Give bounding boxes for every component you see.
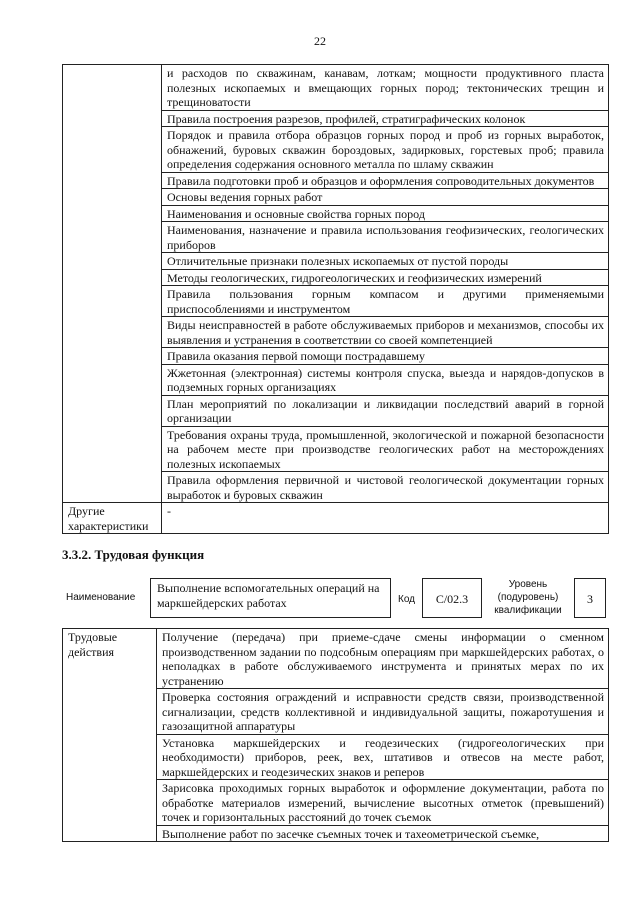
- table-cell: Зарисовка проходимых горных выработок и оформление документации, работа по обработке материалов измерений, вычисление высотных отметок (превышений) точек и горизонтальных расстояний до точек съемок: [157, 780, 609, 826]
- qualification-level-box: 3: [574, 578, 606, 618]
- table-row: [63, 629, 609, 689]
- table-cell: Методы геологических, гидрогеологических и геофизических измерений: [162, 269, 609, 286]
- table-row: [63, 65, 609, 111]
- table-cell: Наименования, назначение и правила использования геофизических, геологических приборов: [162, 222, 609, 253]
- page-number: 22: [314, 34, 326, 48]
- table-left-cell-blank: [63, 65, 162, 503]
- table-cell: Правила подготовки проб и образцов и оформления сопроводительных документов: [162, 172, 609, 189]
- table-cell: и расходов по скважинам, канавам, лоткам; мощности продуктивного пласта полезных ископаемых и вмещающих горных пород; тектонических трещин и трещиноватости: [162, 65, 609, 111]
- table-cell: Правила оформления первичной и чистовой геологической документации горных выработок и буровых скважин: [162, 472, 609, 503]
- table-cell: Наименования и основные свойства горных пород: [162, 205, 609, 222]
- table-cell: Правила оказания первой помощи пострадавшему: [162, 348, 609, 365]
- table-cell: Виды неисправностей в работе обслуживаемых приборов и механизмов, способы их выявления и устранения в соответствии со своей компетенцией: [162, 317, 609, 348]
- name-label: Наименование: [66, 592, 136, 603]
- table-cell: Жжетонная (электронная) системы контроля спуска, выезда и нарядов-допусков в подземных горных организациях: [162, 364, 609, 395]
- table-row: [63, 503, 609, 534]
- table-cell: Порядок и правила отбора образцов горных пород и проб из горных выработок, обнажений, буровых скважин бороздовых, задирковых, горстевых проб; правила определения содержания основного металла по шламу скважин: [162, 127, 609, 173]
- table-cell: План мероприятий по локализации и ликвидации последствий аварий в горной организации: [162, 395, 609, 426]
- knowledge-table: [62, 64, 609, 534]
- table-cell: Отличительные признаки полезных ископаемых от пустой породы: [162, 253, 609, 270]
- labor-actions-label: Трудовые действия: [63, 629, 157, 842]
- table-cell: Установка маркшейдерских и геодезических (гидрогеологических при необходимости) приборов, реек, вех, штативов и отвесов на месте работ, маркшейдерских и геодезических знаков и реперов: [157, 734, 609, 780]
- table-cell: Проверка состояния ограждений и исправности средств связи, производственной сигнализации, средств коллективной и индивидуальной защиты, пожаротушения и газозащитной аппаратуры: [157, 689, 609, 735]
- table-cell: Правила пользования горным компасом и другими применяемыми приспособлениями и инструментом: [162, 286, 609, 317]
- code-label: Код: [398, 594, 416, 605]
- table-cell: Выполнение работ по засечке съемных точек и тахеометрической съемке,: [157, 825, 609, 842]
- table-cell: Требования охраны труда, промышленной, экологической и пожарной безопасности на рабочем месте при производстве геологических работ на месторождениях полезных ископаемых: [162, 426, 609, 472]
- qualification-level-label: Уровень (подуровень) квалификации: [494, 579, 562, 616]
- other-characteristics-value: -: [162, 503, 609, 534]
- table-cell: Правила построения разрезов, профилей, стратиграфических колонок: [162, 110, 609, 127]
- other-characteristics-label: Другие характеристики: [63, 503, 162, 534]
- section-title: 3.3.2. Трудовая функция: [62, 547, 205, 562]
- table-cell: Получение (передача) при приеме-сдаче смены информации о сменном производственном задании по подсобным операциям при маркшейдерских работах, о неполадках в работе обслуживаемого инструмента и принятых мерах по их устранению: [157, 629, 609, 689]
- table-cell: Основы ведения горных работ: [162, 189, 609, 206]
- function-name-box: Выполнение вспомогательных операций на маркшейдерских работах: [150, 578, 391, 618]
- labor-actions-table: [62, 628, 609, 842]
- function-code-box: С/02.3: [422, 578, 482, 618]
